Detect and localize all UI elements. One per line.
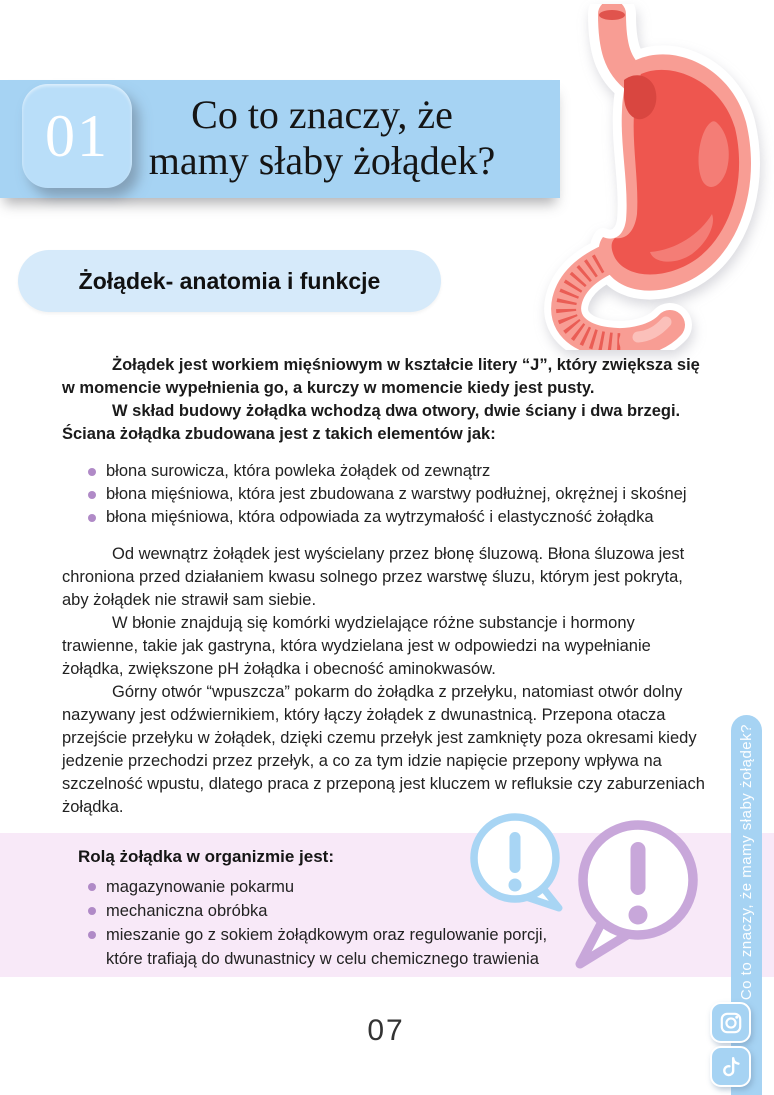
list-item-label: błona mięśniowa, która jest zbudowana z warstwy podłużnej, okrężnej i skośnej [106,485,687,503]
list-item [88,923,580,971]
chapter-number: 01 [45,102,109,169]
intro-paragraph-2: W skład budowy żołądka wchodzą dwa otwory, dwie ściany i dwa brzegi. Ściana żołądka zbudowana jest z takich elementów jak: [62,402,681,443]
list-item [88,506,710,529]
page-title-line1: Co to znaczy, że [191,92,453,137]
page-number: 07 [367,1014,405,1047]
tiktok-button[interactable] [710,1046,751,1087]
list-item [88,483,710,506]
bullet-dot-icon [88,931,96,939]
list-item [88,460,710,483]
list-item-label: mieszanie go z sokiem żołądkowym oraz regulowanie porcji, które trafiają do dwunastnicy w celu chemicznego trawienia [106,926,548,968]
tiktok-icon [718,1054,744,1080]
stomach-illustration-icon [520,4,772,350]
intro-paragraph-1: Żołądek jest workiem mięśniowym w kształcie litery “J”, który zwiększa się w momencie wypełnienia go, a kurczy w momencie kiedy jest pusty. [62,356,700,397]
chapter-number-badge [22,84,132,188]
section-subtitle-label: Żołądek- anatomia i funkcje [78,267,381,294]
list-item-label: mechaniczna obróbka [106,902,268,920]
body-paragraph-1: Od wewnątrz żołądek jest wyścielany przez błonę śluzową. Błona śluzowa jest chroniona przed działaniem kwasu solnego przez warstwę śluzu, którym jest pokryta, aby żołądek nie strawił sam siebie. [62,545,685,609]
side-chapter-label-wrap [731,716,762,1008]
body-paragraph-3: Górny otwór “wpuszcza” pokarm do żołądka z przełyku, natomiast otwór dolny nazywany jest odźwiernikiem, który łączy żołądek z dwunastnicą. Przepona otacza przejście przełyku w żołądek, dzięki czemu przełyk jest zamknięty poza okresami kiedy jedzenie przechodzi przez przełyk, a co za tym idzie napięcie przepony wpływa na szczelność wpustu, dlatego praca z przeponą jest kluczem w refluksie czy zaburzeniach żołądka. [62,683,705,816]
main-text-column [62,354,710,819]
side-chapter-label: Co to znaczy, że mamy słaby żołądek? [738,723,755,1001]
bullet-dot-icon [88,468,96,476]
intro-block [62,354,710,446]
exclamation-bubble-purple-icon [570,816,702,970]
bullet-dot-icon [88,514,96,522]
instagram-icon [718,1010,744,1036]
bullet-dot-icon [88,883,96,891]
instagram-button[interactable] [710,1002,751,1043]
roles-heading: Rolą żołądka w organizmie jest: [78,847,335,866]
page-title [88,92,556,184]
stomach-wall-list [88,460,710,529]
page-title-line2: mamy słaby żołądek? [148,138,496,183]
section-subtitle [18,250,441,312]
list-item-label: błona surowicza, która powleka żołądek od zewnątrz [106,462,491,480]
bullet-dot-icon [88,907,96,915]
body-paragraph-2: W błonie znajdują się komórki wydzielające różne substancje i hormony trawienne, takie jak gastryna, która wydzielana jest w odpowiedzi na wypełnianie żołądka, zwiększone pH żołądka i obecność aminokwasów. [62,614,651,678]
exclamation-bubble-blue-icon [465,811,565,913]
list-item-label: magazynowanie pokarmu [106,878,295,896]
bullet-dot-icon [88,491,96,499]
list-item-label: błona mięśniowa, która odpowiada za wytrzymałość i elastyczność żołądka [106,508,654,526]
